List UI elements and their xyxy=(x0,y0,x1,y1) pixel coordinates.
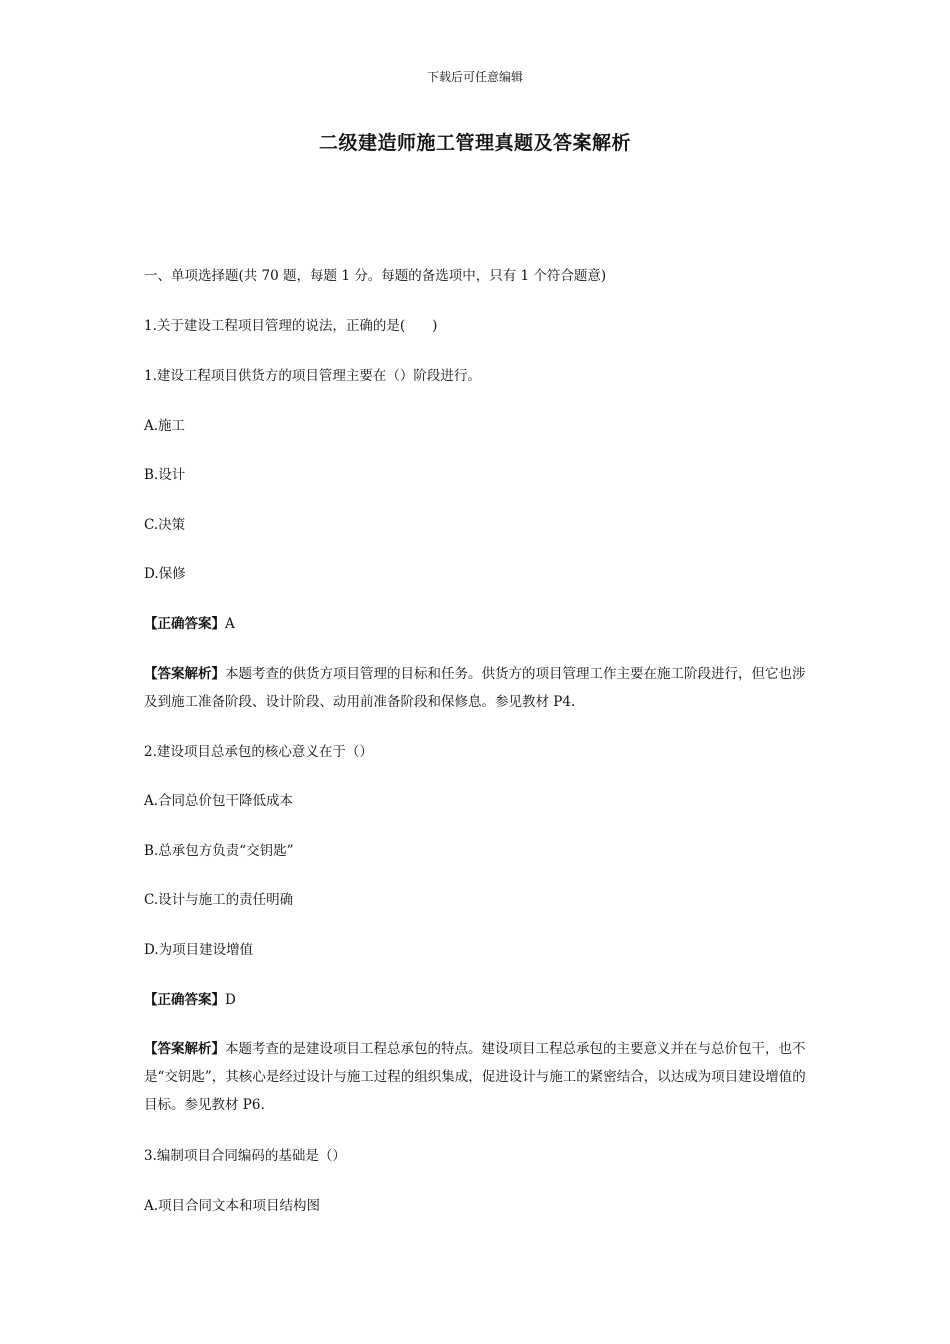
option-d: D.保修 xyxy=(144,566,186,582)
answer-analysis xyxy=(144,660,816,716)
answer-label: 【正确答案】 xyxy=(144,992,225,1008)
option-c: C.设计与施工的责任明确 xyxy=(144,892,294,908)
option-a: A.合同总价包干降低成本 xyxy=(144,793,294,809)
intro-question: 1.关于建设工程项目管理的说法，正确的是( ) xyxy=(144,318,438,334)
analysis-label: 【答案解析】 xyxy=(144,666,225,682)
option-b: B.总承包方负责“交钥匙” xyxy=(144,843,294,859)
answer-value: D xyxy=(225,992,236,1008)
analysis-label: 【答案解析】 xyxy=(144,1041,225,1057)
option-c: C.决策 xyxy=(144,517,186,533)
question-stem: 3.编制项目合同编码的基础是（） xyxy=(144,1148,346,1164)
option-a: A.项目合同文本和项目结构图 xyxy=(144,1198,321,1214)
option-b: B.设计 xyxy=(144,467,186,483)
question-stem: 1.建设工程项目供货方的项目管理主要在（）阶段进行。 xyxy=(144,368,481,384)
answer-analysis xyxy=(144,1035,816,1119)
correct-answer xyxy=(144,610,814,639)
document-title: 二级建造师施工管理真题及答案解析 xyxy=(318,132,631,154)
analysis-text: 本题考查的供货方项目管理的目标和任务。供货方的项目管理工作主要在施工阶段进行，但它也涉及到施工准备阶段、设计阶段、动用前准备阶段和保修息。参见教材 P4. xyxy=(144,666,806,710)
section-heading: 一、单项选择题(共 70 题，每题 1 分。每题的备选项中，只有 1 个符合题意) xyxy=(144,268,607,284)
question-stem: 2.建设项目总承包的核心意义在于（） xyxy=(144,744,373,760)
option-a: A.施工 xyxy=(144,418,186,434)
answer-label: 【正确答案】 xyxy=(144,616,225,632)
answer-value: A xyxy=(225,616,235,632)
option-d: D.为项目建设增值 xyxy=(144,942,254,958)
header-note: 下载后可任意编辑 xyxy=(426,70,523,84)
analysis-text: 本题考查的是建设项目工程总承包的特点。建设项目工程总承包的主要意义并在与总价包干，也不是“交钥匙”，其核心是经过设计与施工过程的组织集成，促进设计与施工的紧密结合，以达成为项目建设增值的目标。参见教材 P6. xyxy=(144,1041,806,1113)
correct-answer xyxy=(144,986,814,1015)
